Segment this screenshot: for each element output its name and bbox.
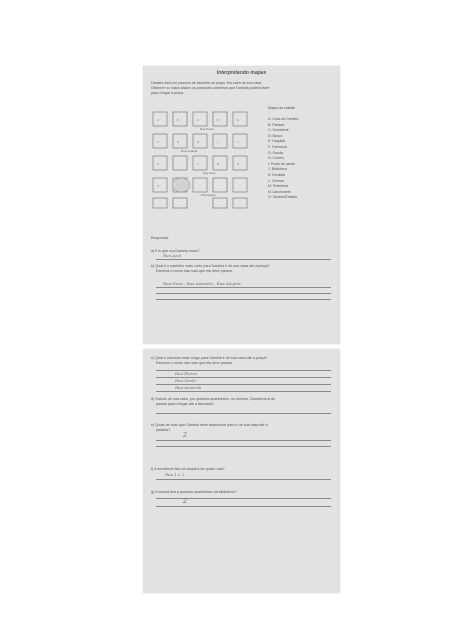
answer-line (156, 259, 331, 260)
question-e-line-2: padaria? (156, 428, 171, 432)
svg-text:C: C (197, 119, 199, 122)
answer-a: Rua Azul (163, 253, 182, 258)
legend-item: O: Ginásio/Estádio (268, 195, 298, 200)
answer-f: Rua 1 e 2 (165, 472, 185, 477)
map-street-label-3: Rua Nova (203, 171, 216, 175)
svg-text:J: J (237, 141, 239, 144)
svg-text:F: F (157, 141, 159, 144)
svg-text:A: A (157, 119, 159, 122)
answer-line (156, 446, 331, 447)
answer-g: 2 (183, 498, 187, 505)
legend-item: F: Farmácia (268, 145, 287, 149)
intro-line-3: para chegar à praça. (151, 91, 185, 95)
legend-item: E: Hospital (268, 139, 285, 144)
answer-line (156, 413, 331, 414)
answer-c-2: Rua Verde (175, 378, 196, 383)
svg-text:G: G (177, 141, 180, 144)
legend-item: C: Sorveteria (268, 128, 289, 133)
question-b-line-2: Escreva o nome das ruas que ela deve passar. (156, 269, 233, 273)
question-f: f) A sorveteria fica na esquina de quais ruas? (151, 467, 225, 471)
svg-text:I: I (217, 141, 218, 144)
legend-title: Mapa da cidade (268, 106, 296, 110)
question-c-line-2: Escreva o nome das ruas que ela deve passar. (156, 361, 233, 365)
question-g: g) A escola fica a quantos quarteirões da biblioteca? (151, 490, 237, 494)
answer-line (156, 293, 331, 294)
svg-text:E: E (237, 119, 239, 122)
svg-text:D: D (217, 119, 219, 122)
worksheet-page-1 (143, 66, 340, 344)
worksheet-title: Interpretando mapas (216, 70, 267, 76)
svg-text:M: M (217, 163, 220, 166)
answer-line (156, 479, 331, 480)
question-e-line-1: e) Quais as ruas que Daniela deve atravessar para ir de sua casa até a (151, 423, 268, 427)
answer-line (156, 391, 331, 392)
answer-line (156, 440, 331, 441)
answer-line (156, 287, 331, 288)
answer-line (156, 299, 331, 300)
intro-line-1: Daniela dará um passeio de bicicleta na praça. Ela sairá de sua casa. (151, 81, 263, 85)
legend-item: D: Banco (268, 133, 283, 138)
legend-item: J: Biblioteca (268, 167, 287, 172)
legend-item: N: Lanchonete (268, 189, 291, 194)
svg-text:N: N (237, 163, 239, 166)
question-a: a) Em que rua Daniela mora? (151, 249, 200, 253)
svg-text:K: K (157, 163, 159, 166)
intro-line-2: Observe no mapa abaixo os possíveis caminhos que Daniela poderá fazer (151, 86, 270, 90)
svg-text:B: B (177, 119, 179, 122)
question-b-line-1: b) Qual é o caminho mais curto para Daniela ir de sua casa até a praça? (151, 264, 270, 268)
legend-item: A: Casa de Daniela (268, 117, 299, 121)
svg-text:H: H (197, 141, 199, 144)
answer-c-3: Rua Amarela (175, 385, 202, 390)
question-c-line-1: c) Qual o caminho mais longo para Daniela ir de sua casa até a praça? (151, 356, 268, 360)
legend-item: I: Posto de saúde (268, 161, 296, 166)
map-street-label-2: Rua Amarela (181, 149, 198, 153)
legend-item: K: Dentista (268, 173, 286, 177)
answer-b: Rua Nova , Rua Amarela , Rua Alegria (163, 281, 241, 286)
worksheet-page-2 (143, 349, 340, 593)
legend-item: L: Cinema (268, 178, 284, 183)
svg-text:L: L (197, 163, 199, 166)
answer-c-1: Rua Flores (175, 371, 198, 376)
answer-line (156, 506, 331, 507)
question-d-line-1: d) Saindo de sua casa, por quantos quarteirões, no mínimo, Daniela terá de (151, 397, 276, 401)
question-d-line-2: passar para chegar até a farmácia? (156, 402, 215, 406)
answer-e: 2 (183, 432, 187, 439)
legend-item: M: Prefeitura (268, 184, 289, 189)
legend-item: H: Correio (268, 156, 284, 161)
svg-text:O: O (157, 185, 160, 188)
map-street-label-4: Rua Alegria (201, 193, 216, 197)
map-street-label-1: Rua Flores (200, 127, 214, 131)
respond-label: Responda: (151, 236, 169, 240)
legend-item: B: Padaria (268, 122, 285, 127)
legend-item: G: Escola (268, 150, 284, 155)
map-legend (268, 117, 338, 207)
